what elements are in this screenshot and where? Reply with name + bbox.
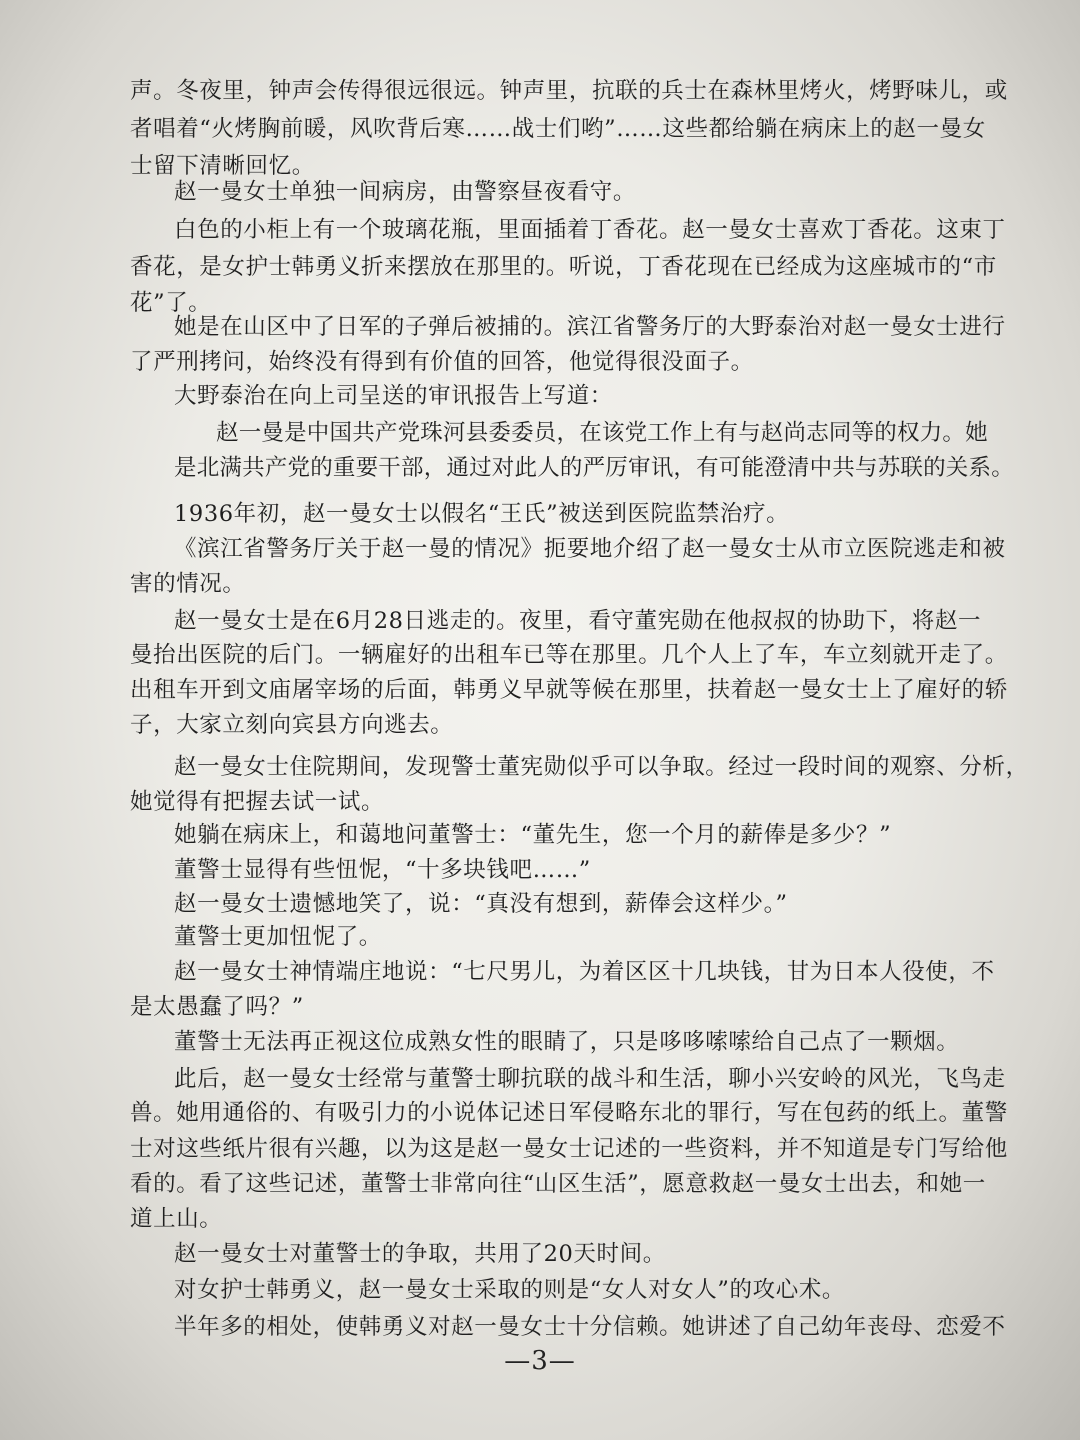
- text-line: 赵一曼女士神情端庄地说：“七尺男儿，为着区区十几块钱，甘为日本人役使，不: [174, 959, 995, 985]
- text-line: 对女护士韩勇义，赵一曼女士采取的则是“女人对女人”的攻心术。: [174, 1277, 846, 1303]
- text-line: 她是在山区中了日军的子弹后被捕的。滨江省警务厅的大野泰治对赵一曼女士进行: [174, 314, 1006, 340]
- text-line: 是太愚蠢了吗？”: [130, 994, 304, 1020]
- text-line: 《滨江省警务厅关于赵一曼的情况》扼要地介绍了赵一曼女士从市立医院逃走和被: [174, 536, 1006, 562]
- text-line: 董警士无法再正视这位成熟女性的眼睛了，只是哆哆嗦嗦给自己点了一颗烟。: [174, 1029, 960, 1055]
- text-line: 出租车开到文庙屠宰场的后面，韩勇义早就等候在那里，扶着赵一曼女士上了雇好的轿: [130, 677, 1008, 703]
- text-line: 白色的小柜上有一个玻璃花瓶，里面插着丁香花。赵一曼女士喜欢丁香花。这束丁: [174, 217, 1006, 243]
- text-line: 道上山。: [130, 1206, 223, 1232]
- text-line: 赵一曼女士住院期间，发现警士董宪勋似乎可以争取。经过一段时间的观察、分析，: [174, 754, 1029, 780]
- report-quote-line: 赵一曼是中国共产党珠河县委委员，在该党工作上有与赵尚志同等的权力。她: [216, 420, 988, 446]
- text-line: 士对这些纸片很有兴趣，以为这是赵一曼女士记述的一些资料，并不知道是专门写给他: [130, 1136, 1008, 1162]
- text-line: 曼抬出医院的后门。一辆雇好的出租车已等在那里。几个人上了车，车立刻就开走了。: [130, 642, 1008, 668]
- text-line: 者唱着“火烤胸前暖，风吹背后寒……战士们哟”……这些都给躺在病床上的赵一曼女: [130, 116, 986, 142]
- page-number: —3—: [504, 1346, 576, 1376]
- text-line: 她躺在病床上，和蔼地问董警士：“董先生，您一个月的薪俸是多少？”: [174, 822, 892, 848]
- text-line: 害的情况。: [130, 571, 246, 597]
- text-line: 赵一曼女士是在6月28日逃走的。夜里，看守董宪勋在他叔叔的协助下，将赵一: [174, 608, 982, 634]
- report-quote-line: 是北满共产党的重要干部，通过对此人的严厉审讯，有可能澄清中共与苏联的关系。: [174, 455, 1014, 481]
- text-line: 子，大家立刻向宾县方向逃去。: [130, 712, 454, 738]
- text-line: 士留下清晰回忆。: [130, 153, 315, 179]
- text-line: 兽。她用通俗的、有吸引力的小说体记述日军侵略东北的罪行，写在包药的纸上。董警: [130, 1100, 1008, 1126]
- text-line: 董警士更加忸怩了。: [174, 924, 382, 950]
- text-line: 香花，是女护士韩勇义折来摆放在那里的。听说，丁香花现在已经成为这座城市的“市: [130, 254, 997, 280]
- text-line: 赵一曼女士遗憾地笑了，说：“真没有想到，薪俸会这样少。”: [174, 891, 788, 917]
- text-line: 花”了。: [130, 290, 212, 316]
- text-line: 董警士显得有些忸怩，“十多块钱吧……”: [174, 857, 591, 883]
- text-line: 此后，赵一曼女士经常与董警士聊抗联的战斗和生活，聊小兴安岭的风光，飞鸟走: [174, 1066, 1006, 1092]
- text-line: 赵一曼女士对董警士的争取，共用了20天时间。: [174, 1241, 666, 1267]
- text-line: 她觉得有把握去试一试。: [130, 789, 385, 815]
- text-line: 大野泰治在向上司呈送的审讯报告上写道：: [174, 383, 613, 409]
- text-line: 1936年初，赵一曼女士以假名“王氏”被送到医院监禁治疗。: [174, 501, 790, 527]
- text-line: 半年多的相处，使韩勇义对赵一曼女士十分信赖。她讲述了自己幼年丧母、恋爱不: [174, 1314, 1006, 1340]
- text-line: 声。冬夜里，钟声会传得很远很远。钟声里，抗联的兵士在森林里烤火，烤野味儿，或: [130, 78, 1008, 104]
- text-line: 看的。看了这些记述，董警士非常向往“山区生活”，愿意救赵一曼女士出去，和她一: [130, 1171, 986, 1197]
- text-line: 了严刑拷问，始终没有得到有价值的回答，他觉得很没面子。: [130, 349, 754, 375]
- text-line: 赵一曼女士单独一间病房，由警察昼夜看守。: [174, 179, 637, 205]
